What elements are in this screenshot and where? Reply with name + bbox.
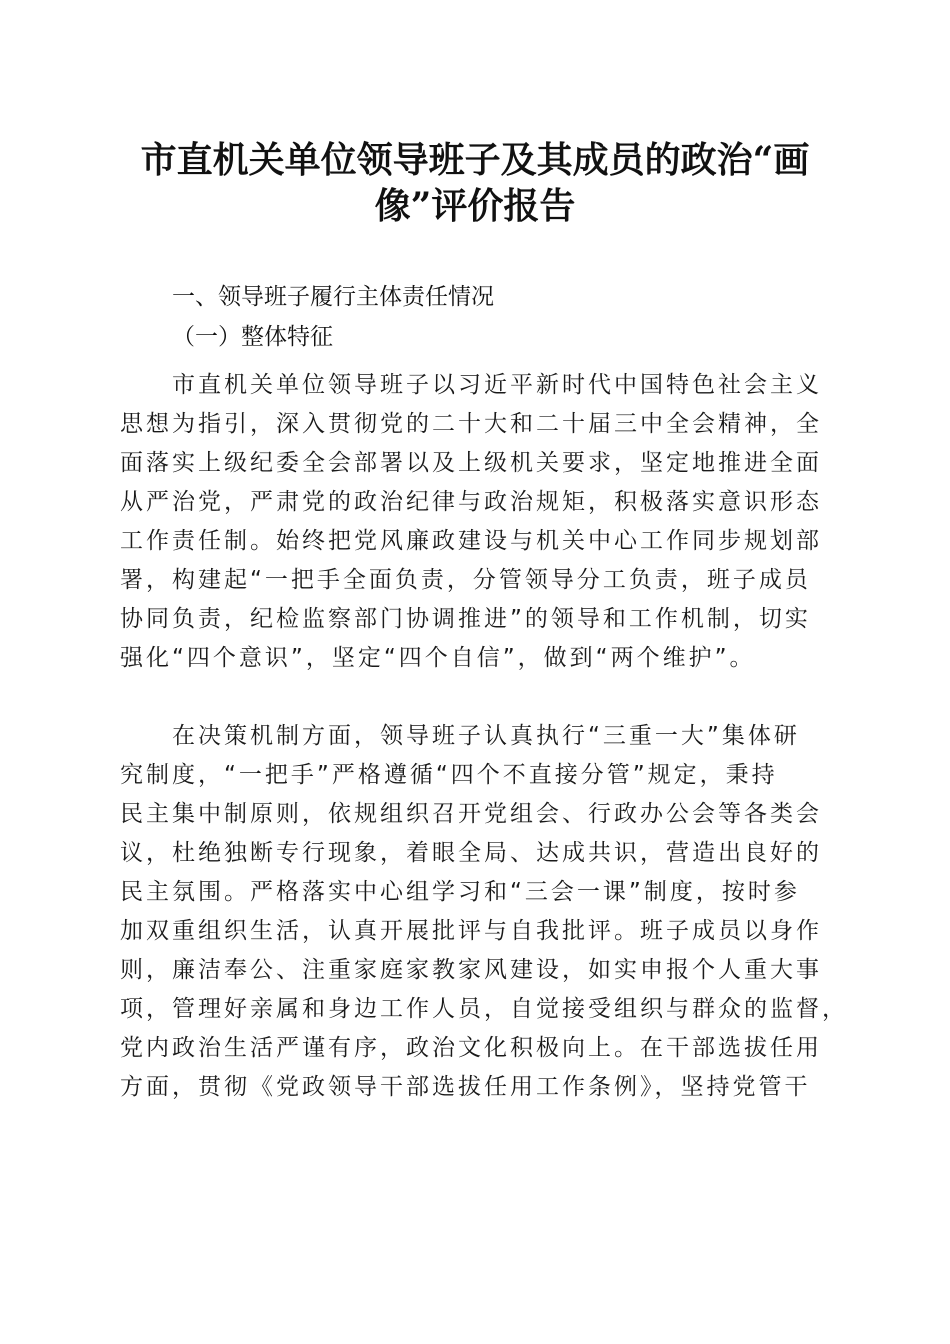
- paragraph-line: 民主氛围。严格落实中心组学习和“三会一课”制度，按时参: [120, 879, 800, 905]
- subsection-heading: （一）整体特征: [172, 324, 333, 350]
- paragraph-line: 从严治党，严肃党的政治纪律与政治规矩，积极落实意识形态: [120, 489, 822, 515]
- paragraph-line: 党内政治生活严谨有序，政治文化积极向上。在干部选拔任用: [120, 1035, 822, 1061]
- document-title-line-2: 像”评价报告: [374, 185, 576, 227]
- document-title-line-1: 市直机关单位领导班子及其成员的政治“画: [140, 139, 810, 181]
- section-heading: 一、领导班子履行主体责任情况: [172, 284, 494, 310]
- paragraph-line: 究制度，“一把手”严格遵循“四个不直接分管”规定，秉持: [120, 762, 778, 788]
- paragraph-line: 民主集中制原则，依规组织召开党组会、行政办公会等各类会: [120, 801, 822, 827]
- paragraph-line: 强化“四个意识”，坚定“四个自信”，做到“两个维护”。: [120, 645, 756, 671]
- paragraph-line: 思想为指引，深入贯彻党的二十大和二十届三中全会精神，全: [120, 411, 822, 437]
- paragraph-line: 加双重组织生活，认真开展批评与自我批评。班子成员以身作: [120, 918, 822, 944]
- paragraph-line: 面落实上级纪委全会部署以及上级机关要求，坚定地推进全面: [120, 450, 822, 476]
- paragraph-line: 署，构建起“一把手全面负责，分管领导分工负责，班子成员: [120, 567, 811, 593]
- paragraph-line: 方面，贯彻《党政领导干部选拔任用工作条例》，坚持党管干: [120, 1074, 811, 1100]
- paragraph-line: 议，杜绝独断专行现象，着眼全局、达成共识，营造出良好的: [120, 840, 822, 866]
- paragraph-line: 市直机关单位领导班子以习近平新时代中国特色社会主义: [172, 372, 822, 398]
- paragraph-line: 项，管理好亲属和身边工作人员，自觉接受组织与群众的监督，: [120, 996, 848, 1022]
- paragraph-line: 工作责任制。始终把党风廉政建设与机关中心工作同步规划部: [120, 528, 822, 554]
- paragraph-line: 在决策机制方面，领导班子认真执行“三重一大”集体研: [172, 723, 800, 749]
- paragraph-line: 协同负责，纪检监察部门协调推进”的领导和工作机制，切实: [120, 606, 811, 632]
- paragraph-line: 则，廉洁奉公、注重家庭家教家风建设，如实申报个人重大事: [120, 957, 822, 983]
